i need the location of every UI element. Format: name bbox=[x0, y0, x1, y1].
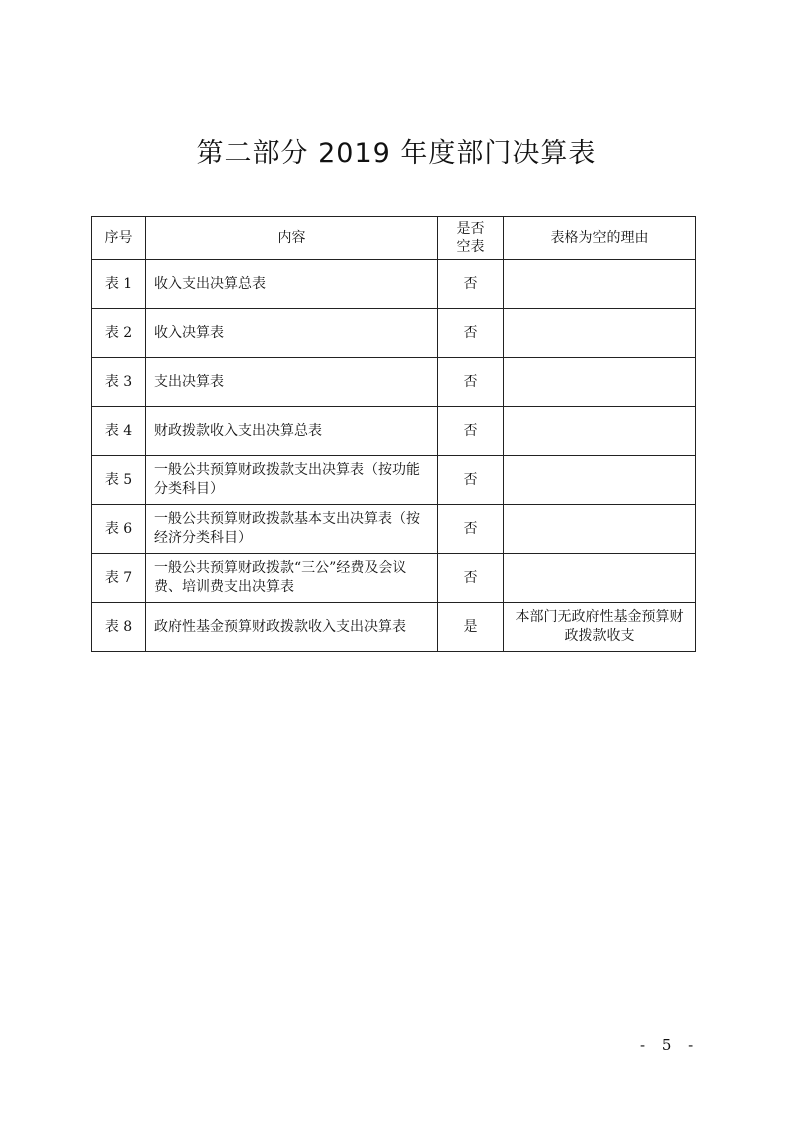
row-reason bbox=[504, 358, 696, 407]
table-row bbox=[92, 603, 696, 652]
row-reason bbox=[504, 309, 696, 358]
header-no: 序号 bbox=[92, 217, 146, 260]
row-no: 表 5 bbox=[92, 456, 146, 505]
table-row bbox=[92, 505, 696, 554]
row-content: 一般公共预算财政拨款“三公”经费及会议费、培训费支出决算表 bbox=[146, 554, 438, 603]
header-is-empty-label: 是否空表 bbox=[456, 221, 485, 255]
row-is-empty: 是 bbox=[438, 603, 504, 652]
row-content: 支出决算表 bbox=[146, 358, 438, 407]
row-reason bbox=[504, 505, 696, 554]
row-content: 收入决算表 bbox=[146, 309, 438, 358]
row-no: 表 1 bbox=[92, 260, 146, 309]
row-is-empty: 否 bbox=[438, 309, 504, 358]
header-content: 内容 bbox=[146, 217, 438, 260]
row-no: 表 4 bbox=[92, 407, 146, 456]
row-is-empty: 否 bbox=[438, 407, 504, 456]
row-is-empty: 否 bbox=[438, 358, 504, 407]
table-row bbox=[92, 309, 696, 358]
table-row bbox=[92, 407, 696, 456]
row-content: 收入支出决算总表 bbox=[146, 260, 438, 309]
budget-table bbox=[91, 216, 696, 652]
row-reason: 本部门无政府性基金预算财政拨款收支 bbox=[504, 603, 696, 652]
row-no: 表 7 bbox=[92, 554, 146, 603]
table-row bbox=[92, 554, 696, 603]
row-reason bbox=[504, 260, 696, 309]
row-content: 一般公共预算财政拨款支出决算表（按功能分类科目） bbox=[146, 456, 438, 505]
table-row bbox=[92, 456, 696, 505]
row-reason bbox=[504, 554, 696, 603]
row-reason bbox=[504, 407, 696, 456]
header-is-empty bbox=[438, 217, 504, 260]
row-no: 表 2 bbox=[92, 309, 146, 358]
row-no: 表 3 bbox=[92, 358, 146, 407]
row-is-empty: 否 bbox=[438, 260, 504, 309]
row-content: 政府性基金预算财政拨款收入支出决算表 bbox=[146, 603, 438, 652]
row-content: 一般公共预算财政拨款基本支出决算表（按经济分类科目） bbox=[146, 505, 438, 554]
row-is-empty: 否 bbox=[438, 456, 504, 505]
table-row bbox=[92, 260, 696, 309]
header-reason: 表格为空的理由 bbox=[504, 217, 696, 260]
table-row bbox=[92, 358, 696, 407]
row-reason bbox=[504, 456, 696, 505]
page-number: - 5 - bbox=[640, 1036, 700, 1054]
row-content: 财政拨款收入支出决算总表 bbox=[146, 407, 438, 456]
row-is-empty: 否 bbox=[438, 554, 504, 603]
row-no: 表 6 bbox=[92, 505, 146, 554]
page-title: 第二部分 2019 年度部门决算表 bbox=[196, 138, 597, 169]
table-header-row bbox=[92, 217, 696, 260]
row-no: 表 8 bbox=[92, 603, 146, 652]
row-is-empty: 否 bbox=[438, 505, 504, 554]
